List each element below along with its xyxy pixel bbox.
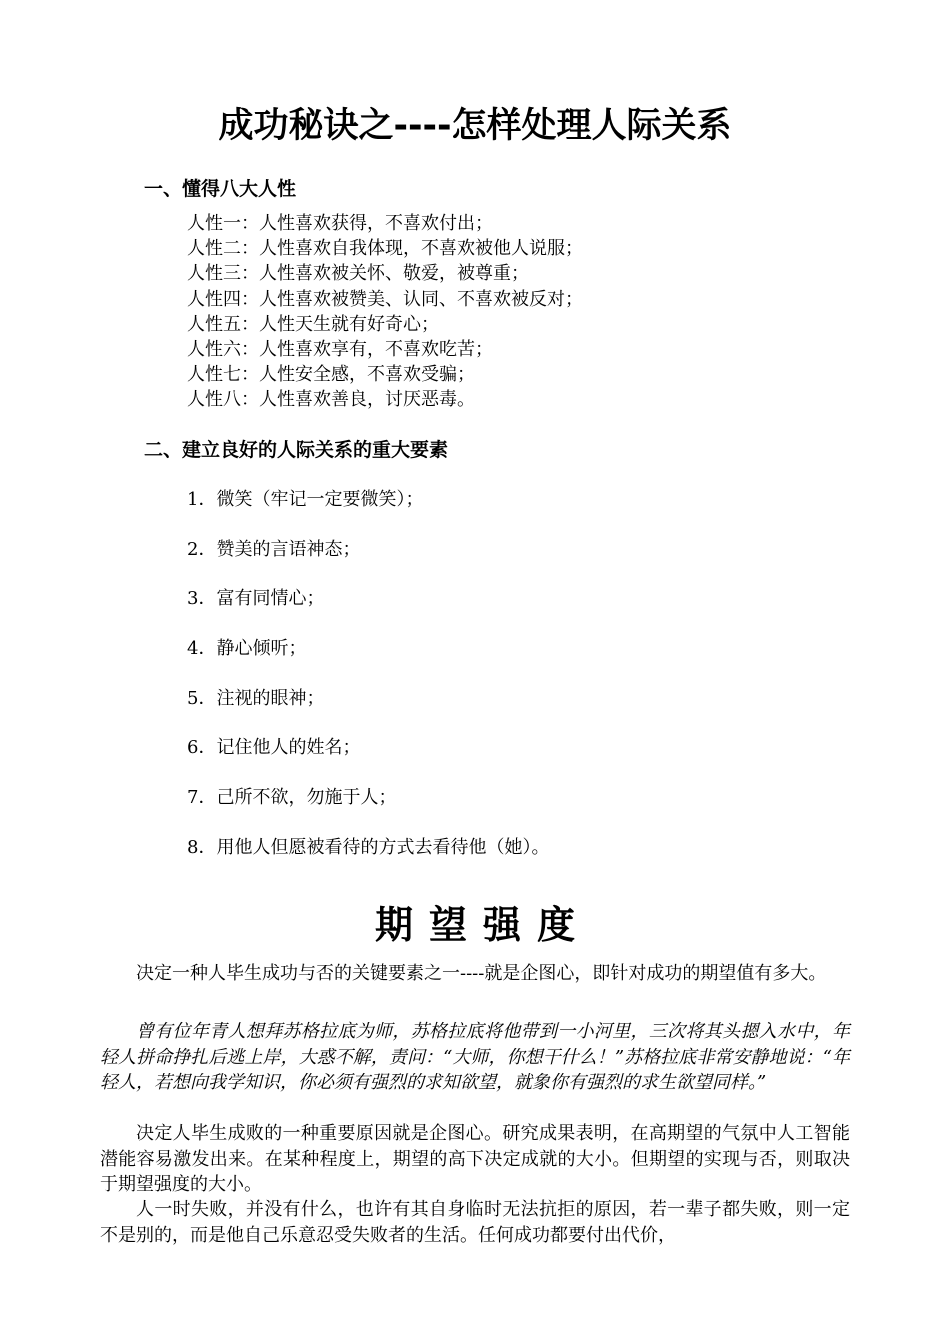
list-item: 2．赞美的言语神态； (187, 538, 361, 560)
list-item: 6．记住他人的姓名； (187, 737, 361, 759)
list-item: 人性八：人性喜欢善良，讨厌恶毒。 (187, 389, 475, 411)
list-item: 人性六：人性喜欢享有，不喜欢吃苦； (187, 339, 493, 361)
list-item: 人性五：人性天生就有好奇心； (187, 313, 439, 335)
list-item: 人性三：人性喜欢被关怀、敬爱，被尊重； (187, 263, 529, 285)
list-item: 7．己所不欲，勿施于人； (187, 787, 397, 809)
list-item: 4．静心倾听； (187, 638, 307, 660)
human-nature-list (187, 211, 583, 413)
paragraph: 人一时失败，并没有什么，也许有其自身临时无法抗拒的原因，若一辈子都失败，则一定不是别的，而是他自己乐意忍受失败者的生活。任何成功都要付出代价， (100, 1199, 850, 1246)
list-item: 8．用他人但愿被看待的方式去看待他（她）。 (187, 836, 550, 858)
section-heading-relationship-factors: 二、建立良好的人际关系的重大要素 (144, 439, 449, 461)
paragraph: 曾有位年青人想拜苏格拉底为师，苏格拉底将他带到一小河里，三次将其头摁入水中，年轻人拼命挣扎后逃上岸，大惑不解，责问：“大师，你想干什么！”苏格拉底非常安静地说：“年轻人，若想向我学知识，你必须有强烈的求知欲望，就象你有强烈的求生欲望同样。” (100, 1021, 850, 1093)
section-heading-human-nature: 一、懂得八大人性 (144, 178, 297, 200)
page-title: 成功秘诀之----怎样处理人际关系 (218, 106, 732, 146)
relationship-factors-list (187, 486, 549, 884)
list-item: 人性四：人性喜欢被赞美、认同、不喜欢被反对； (187, 288, 583, 310)
list-item: 3．富有同情心； (187, 588, 325, 610)
list-item: 1．微笑（牢记一定要微笑）； (187, 489, 424, 510)
list-item: 人性一：人性喜欢获得，不喜欢付出； (187, 213, 493, 234)
paragraph: 决定一种人毕生成功与否的关键要素之一----就是企图心，即针对成功的期望值有多大。 (136, 963, 827, 984)
list-item: 5．注视的眼神； (187, 687, 325, 709)
section-title-expectation: 期望强度 (374, 903, 591, 947)
paragraph: 决定人毕生成败的一种重要原因就是企图心。研究成果表明，在高期望的气氛中人工智能潜能容易激发出来。在某种程度上，期望的高下决定成就的大小。但期望的实现与否，则取决于期望强度的大小。 (100, 1123, 850, 1195)
list-item: 人性二：人性喜欢自我体现，不喜欢被他人说服； (187, 238, 583, 260)
list-item: 人性七：人性安全感，不喜欢受骗； (187, 364, 475, 386)
